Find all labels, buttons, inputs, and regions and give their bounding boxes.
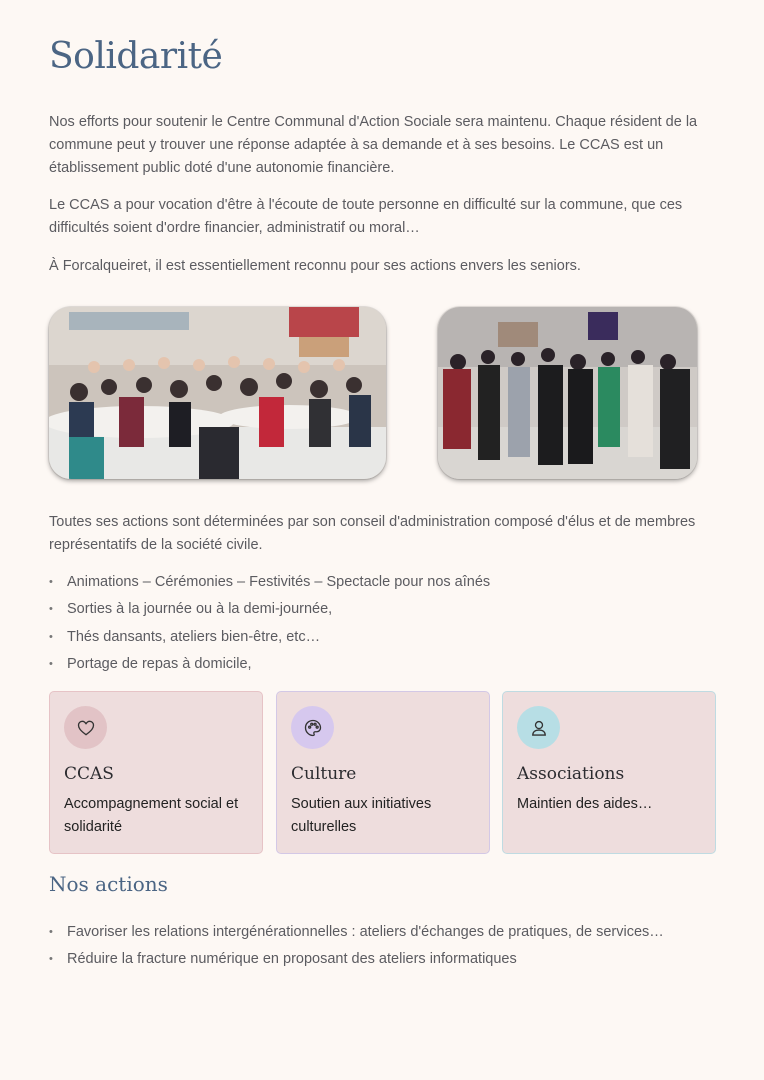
feature-cards [49,691,717,854]
our-actions-list [49,921,664,976]
list-item: • Thés dansants, ateliers bien-être, etc… [49,626,490,653]
intro-paragraph-2: Le CCAS a pour vocation d'être à l'écoute de toute personne en difficulté sur la commune, que ces difficultés soient d'ordre financier, administratif ou moral… [49,197,683,236]
card-title: Culture [291,764,357,784]
card-title: CCAS [64,764,114,784]
user-icon [517,706,560,749]
list-item: • Portage de repas à domicile, [49,653,490,680]
card-ccas[interactable] [49,691,263,854]
card-culture[interactable] [276,691,490,854]
card-title: Associations [517,764,625,784]
card-text: Accompagnement social et solidarité [64,796,239,835]
list-item: • Sorties à la journée ou à la demi-journée, [49,598,490,625]
card-text: Soutien aux initiatives culturelles [291,796,432,835]
list-item: • Favoriser les relations intergénérationnelles : ateliers d'échanges de pratiques, de services… [49,921,664,948]
intro-paragraph-3: À Forcalqueiret, il est essentiellement reconnu pour ses actions envers les seniors. [49,258,581,274]
card-text: Maintien des aides… [517,796,653,812]
list-item: • Réduire la fracture numérique en proposant des ateliers informatiques [49,948,664,975]
section-title-nos-actions: Nos actions [49,872,168,896]
banquet-photo [49,307,386,479]
page-title: Solidarité [49,36,223,77]
card-associations[interactable] [502,691,716,854]
activities-list [49,571,490,680]
actions-intro-paragraph: Toutes ses actions sont déterminées par son conseil d'administration composé d'élus et de membres représentatifs de la société civile. [49,514,696,553]
heart-icon [64,706,107,749]
list-item: • Animations – Cérémonies – Festivités – Spectacle pour nos aînés [49,571,490,598]
intro-paragraph-1: Nos efforts pour soutenir le Centre Communal d'Action Sociale sera maintenu. Chaque résident de la commune peut y trouver une réponse adaptée à sa demande et à ses besoins. Le CCAS est un établissement public doté d'une autonomie financière. [49,114,698,176]
palette-icon [291,706,334,749]
dance-photo [438,307,697,479]
